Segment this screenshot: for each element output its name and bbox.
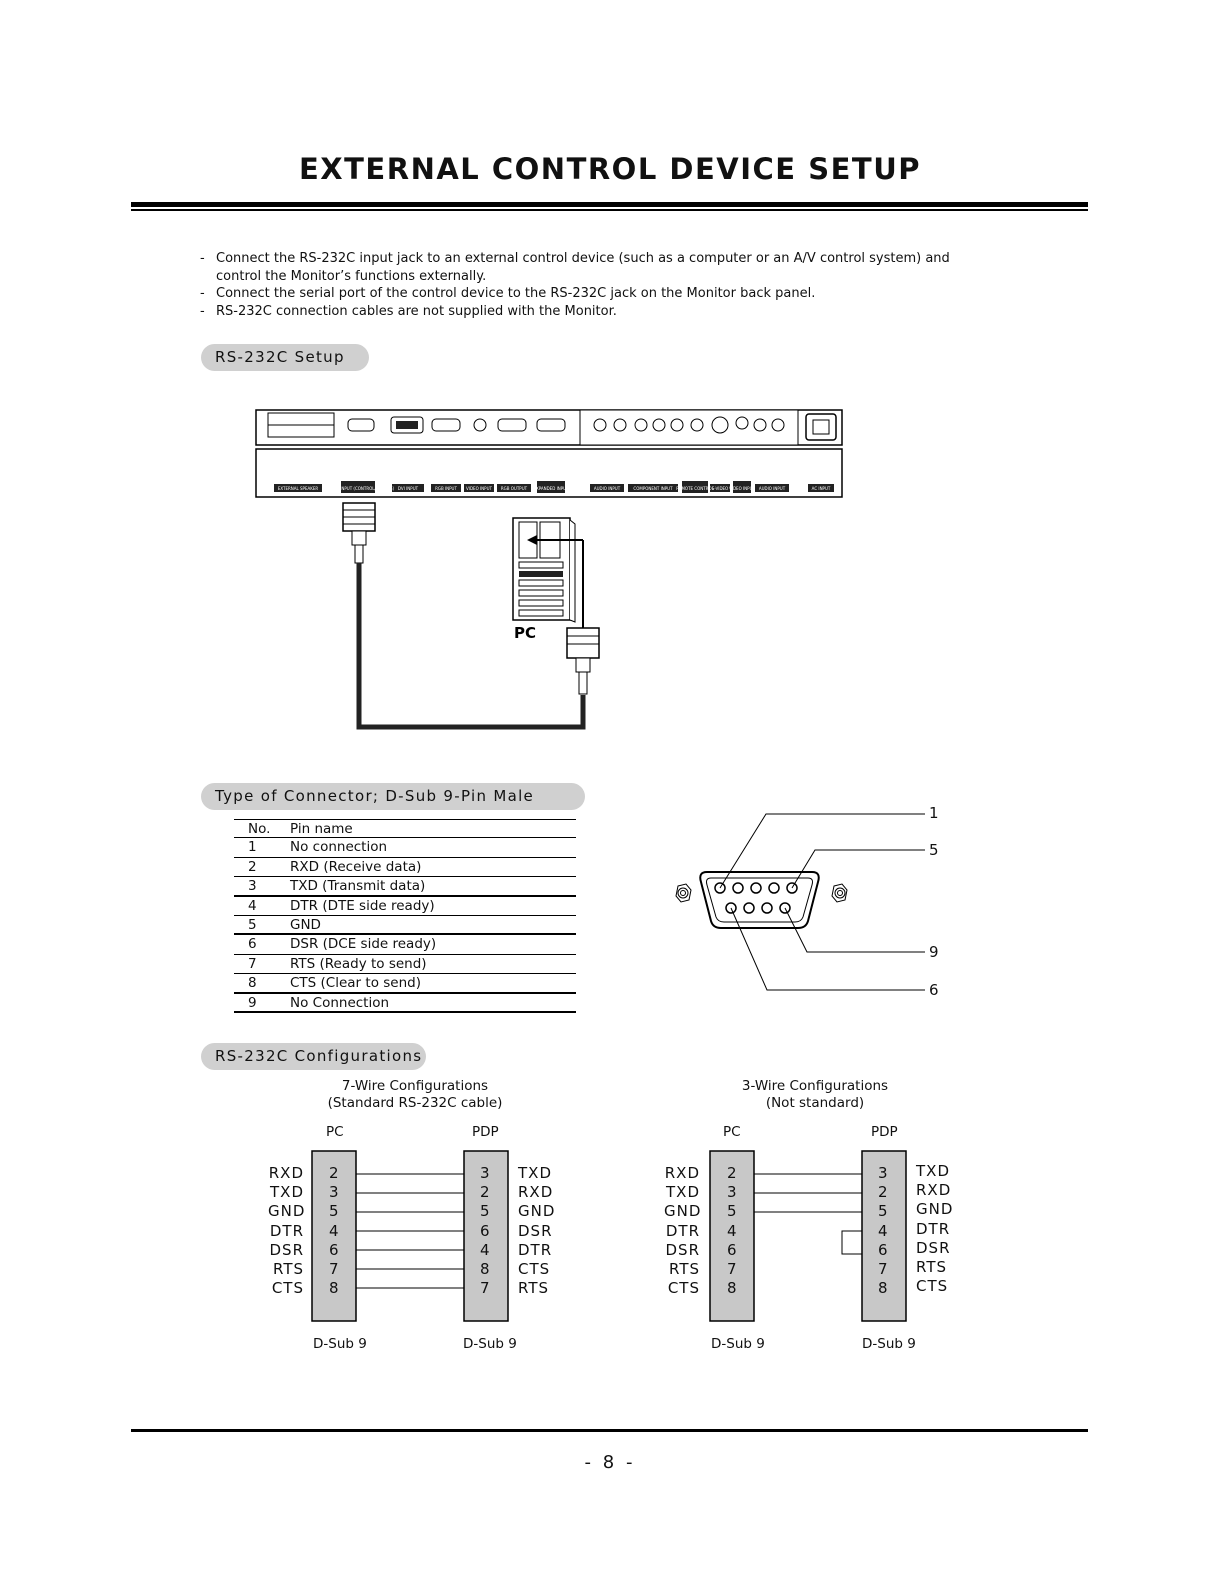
table-row <box>234 935 576 954</box>
pin-number: 8 <box>329 1279 340 1298</box>
pin-number: 7 <box>329 1259 340 1278</box>
panel-label: AC INPUT <box>811 486 831 491</box>
config7-right-pins <box>480 1164 491 1298</box>
panel-label: VIDEO INPUT <box>466 486 492 491</box>
bullet-item: - Connect the RS-232C input jack to an external control device (such as a computer or an A/V control system) and control the Monitor’s functions externally. <box>200 251 950 284</box>
pin-no: 3 <box>248 878 257 895</box>
panel-label-layer <box>0 0 1220 760</box>
config3-title-line2: (Not standard) <box>765 1095 865 1111</box>
config7-left-signals <box>268 1164 304 1298</box>
table-row <box>234 877 576 896</box>
table-row <box>234 994 576 1013</box>
pin-number: 5 <box>480 1202 491 1221</box>
config3-right-pins <box>878 1164 889 1298</box>
config7-right-signals <box>518 1164 555 1298</box>
bullet-text: Connect the RS-232C input jack to an external control device (such as a computer or an A/V control system) and control the Monitor’s functions externally. <box>216 251 950 284</box>
pin-label-5: 5 <box>929 841 939 859</box>
pin-no: 8 <box>248 975 257 992</box>
pin-number: 5 <box>878 1202 889 1221</box>
pin-number: 5 <box>727 1202 738 1221</box>
config7-title <box>300 1078 530 1112</box>
config7-left-header: PC <box>326 1124 344 1140</box>
pin-no: 4 <box>248 897 257 914</box>
table-row <box>234 897 576 916</box>
signal-label: TXD <box>270 1183 304 1202</box>
signal-label: GND <box>268 1202 306 1221</box>
pin-number: 4 <box>480 1240 491 1259</box>
section-connector-type: Type of Connector; D-Sub 9-Pin Male <box>201 783 585 810</box>
pin-number: 8 <box>480 1259 491 1278</box>
pin-number: 2 <box>878 1183 889 1202</box>
pin-name: CTS (Clear to send) <box>290 975 421 992</box>
panel-label: COMPONENT INPUT <box>633 486 673 491</box>
config3-right-header: PDP <box>871 1124 898 1140</box>
signal-label: CTS <box>271 1279 304 1298</box>
bullet-item: - Connect the serial port of the control device to the RS-232C jack on the Monitor back panel. <box>200 286 816 301</box>
pin-table-header <box>234 819 576 838</box>
signal-label: DSR <box>518 1221 553 1240</box>
panel-label: VIDEO INPUT <box>729 486 755 491</box>
config3-left-pins <box>727 1164 738 1298</box>
config7-title-line2: (Standard RS-232C cable) <box>327 1095 503 1111</box>
table-row <box>234 858 576 877</box>
signal-label: RXD <box>664 1164 700 1182</box>
pin-name: RTS (Ready to send) <box>290 955 427 972</box>
pin-number: 6 <box>480 1221 491 1240</box>
pin-number: 7 <box>878 1259 889 1278</box>
config7-title-line1: 7-Wire Configurations <box>341 1078 489 1094</box>
signal-label: DTR <box>916 1219 951 1238</box>
signal-label: GND <box>664 1202 702 1221</box>
pin-no: 9 <box>248 994 257 1011</box>
table-row <box>234 974 576 993</box>
table-row <box>234 838 576 857</box>
section-configurations: RS-232C Configurations <box>201 1043 426 1070</box>
panel-label: EXPANDED INPUT <box>533 486 569 491</box>
bullet-text: Connect the serial port of the control device to the RS-232C jack on the Monitor back panel. <box>216 286 816 301</box>
pc-label: PC <box>514 624 537 642</box>
signal-label: DTR <box>269 1221 304 1240</box>
panel-label: DVI INPUT <box>397 486 419 491</box>
signal-label: RXD <box>916 1181 952 1200</box>
pin-number: 4 <box>727 1221 738 1240</box>
signal-label: DSR <box>916 1238 951 1257</box>
screw-right-icon <box>832 884 847 902</box>
config3-left-header: PC <box>723 1124 741 1140</box>
pin-label-1: 1 <box>929 804 939 822</box>
bullet-item: - RS-232C connection cables are not supplied with the Monitor. <box>200 303 617 319</box>
table-row <box>234 916 576 935</box>
config3-left-signals <box>664 1164 700 1298</box>
header-pin-name: Pin name <box>290 821 353 837</box>
panel-label: AUDIO INPUT <box>758 486 786 491</box>
footer-rule <box>131 1429 1088 1432</box>
signal-label: DSR <box>269 1240 304 1259</box>
pin-label-9: 9 <box>929 943 939 961</box>
pin-number: 7 <box>480 1279 491 1298</box>
config7-left-pins <box>329 1164 340 1298</box>
pin-number: 6 <box>878 1240 889 1259</box>
pin-number: 2 <box>329 1164 340 1182</box>
signal-label: TXD <box>666 1183 700 1202</box>
signal-label: DSR <box>665 1240 700 1259</box>
signal-label: RTS <box>518 1279 550 1298</box>
pin-label-6: 6 <box>929 981 939 999</box>
pin-number: 3 <box>878 1164 889 1182</box>
section-rs232c-setup: RS-232C Setup <box>201 344 369 371</box>
page-number: - 8 - <box>584 1452 636 1473</box>
signal-label: CTS <box>667 1279 700 1298</box>
signal-label: RTS <box>668 1259 700 1278</box>
panel-label: RGB INPUT <box>435 486 457 491</box>
signal-label: RXD <box>268 1164 304 1182</box>
signal-label: RXD <box>518 1183 554 1202</box>
pin-name: No Connection <box>290 994 390 1011</box>
pin-name: RXD (Receive data) <box>290 858 422 875</box>
header-no: No. <box>248 821 271 837</box>
page-title: EXTERNAL CONTROL DEVICE SETUP <box>298 152 921 186</box>
pin-name: DTR (DTE side ready) <box>290 897 435 914</box>
config3-left-footer: D-Sub 9 <box>711 1336 765 1352</box>
pin-no: 1 <box>248 839 257 856</box>
pin-no: 6 <box>248 936 257 953</box>
pin-number: 2 <box>727 1164 738 1182</box>
pin-name: DSR (DCE side ready) <box>290 936 437 953</box>
panel-label: EXTERNAL SPEAKER <box>277 486 319 491</box>
config7-right-header: PDP <box>472 1124 499 1140</box>
signal-label: DTR <box>518 1240 553 1259</box>
pin-number: 4 <box>329 1221 340 1240</box>
pin-number: 3 <box>329 1183 340 1202</box>
pin-name: TXD (Transmit data) <box>290 878 426 895</box>
config7-left-footer: D-Sub 9 <box>313 1336 367 1352</box>
signal-label: TXD <box>916 1162 950 1180</box>
signal-label: GND <box>518 1202 556 1221</box>
bullet-text: RS-232C connection cables are not supplied with the Monitor. <box>216 303 617 319</box>
panel-label: RGB OUTPUT <box>500 486 528 491</box>
pin-number: 8 <box>878 1279 889 1298</box>
panel-label: S-VIDEO <box>711 486 729 491</box>
pin-no: 5 <box>248 916 257 933</box>
signal-label: CTS <box>518 1259 551 1278</box>
signal-label: DTR <box>665 1221 700 1240</box>
signal-label: RTS <box>916 1257 948 1276</box>
pin-no: 2 <box>248 858 257 875</box>
panel-label: REMOTE CONTROL <box>676 486 714 491</box>
table-row <box>234 955 576 974</box>
config3-right-footer: D-Sub 9 <box>862 1336 916 1352</box>
pin-number: 5 <box>329 1202 340 1221</box>
signal-label: RTS <box>272 1259 304 1278</box>
pin-number: 7 <box>727 1259 738 1278</box>
pin-name: GND <box>290 916 321 933</box>
pin-number: 2 <box>480 1183 491 1202</box>
signal-label: GND <box>916 1200 954 1219</box>
pin-number: 6 <box>329 1240 340 1259</box>
panel-label: AUDIO INPUT <box>593 486 621 491</box>
config7-right-footer: D-Sub 9 <box>463 1336 517 1352</box>
config3-title-line1: 3-Wire Configurations <box>741 1078 889 1094</box>
pin-no: 7 <box>248 955 257 972</box>
config3-title <box>700 1078 930 1112</box>
signal-label: CTS <box>916 1277 949 1296</box>
pin-number: 4 <box>878 1221 889 1240</box>
pin-number: 8 <box>727 1279 738 1298</box>
dsub-connector-diagram <box>660 800 960 1015</box>
panel-label: RS-232C INPUT (CONTROL/SERVICE) <box>321 486 395 491</box>
config3-right-signals <box>916 1162 953 1296</box>
pin-table <box>234 819 576 1013</box>
signal-label: TXD <box>518 1164 552 1182</box>
pin-number: 3 <box>480 1164 491 1182</box>
pin-number: 6 <box>727 1240 738 1259</box>
pin-number: 3 <box>727 1183 738 1202</box>
pin-name: No connection <box>290 839 388 856</box>
screw-left-icon <box>676 884 691 902</box>
